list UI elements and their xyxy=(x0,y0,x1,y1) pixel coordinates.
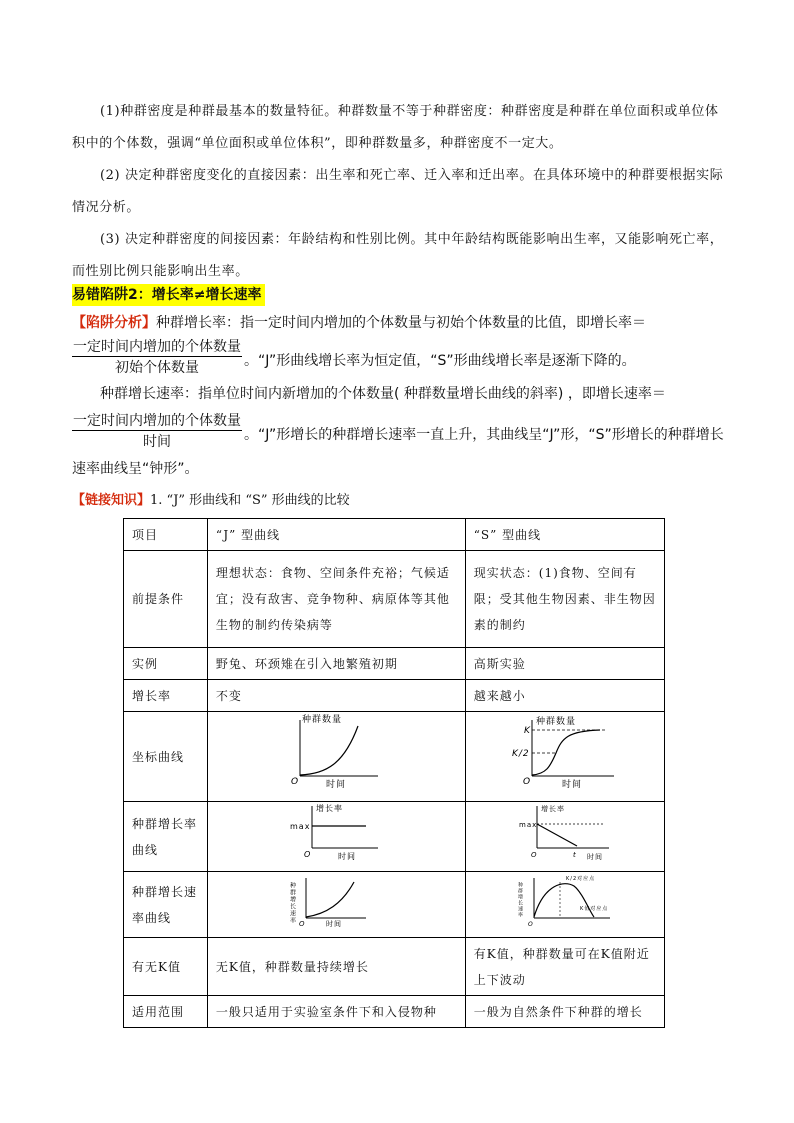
y-axis-label: 种群增长速率 xyxy=(516,882,523,918)
header-j-curve: “J” 型曲线 xyxy=(207,519,465,551)
row-j-cell xyxy=(207,712,465,802)
k-half-label: K/2 xyxy=(511,749,530,759)
decreasing-rate-line xyxy=(537,824,577,846)
row-j-cell: 理想状态：食物、空间条件充裕；气候适宜；没有敌害、竞争物种、病原体等其他生物的制约传染病等 xyxy=(207,551,465,648)
row-j-cell: 野兔、环颈雉在引入地繁殖初期 xyxy=(207,648,465,680)
analysis-text-1: 种群增长率：指一定时间内增加的个体数量与初始个体数量的比值，即增长率＝ xyxy=(156,315,646,331)
fraction-growth-rate xyxy=(72,336,242,377)
origin-label: O xyxy=(530,851,538,859)
table-row xyxy=(124,872,665,938)
analysis-tag: 【陷阱分析】 xyxy=(72,315,156,331)
analysis-text-2b: 。“J”形增长的种群增长速率一直上升，其曲线呈“J”形，“S”形增长的种群增长 xyxy=(244,427,724,443)
row-j-cell: 无K值，种群数量持续增长 xyxy=(207,938,465,996)
row-label: 前提条件 xyxy=(124,551,208,648)
y-axis-label: 种群数量 xyxy=(302,715,343,725)
table-header-row xyxy=(124,519,665,551)
s-rate-graph xyxy=(515,802,615,862)
header-s-curve: “S” 型曲线 xyxy=(465,519,664,551)
origin-label: O xyxy=(304,850,312,859)
bell-curve xyxy=(534,884,594,917)
comparison-table xyxy=(123,518,665,1028)
j-rate-graph xyxy=(286,802,386,862)
row-label: 实例 xyxy=(124,648,208,680)
row-s-cell: 有K值，种群数量可在K值附近上下波动 xyxy=(465,938,664,996)
s-curve xyxy=(532,730,600,775)
k-point-label: K值对应点 xyxy=(579,906,609,912)
fraction-growth-speed xyxy=(72,410,242,451)
table-row xyxy=(124,712,665,802)
row-j-cell: 一般只适用于实验室条件下和入侵物种 xyxy=(207,996,465,1028)
fraction-1-denominator: 初始个体数量 xyxy=(115,360,199,376)
s-speed-graph xyxy=(510,872,620,928)
link-title: 1. “J” 形曲线和 “S” 形曲线的比较 xyxy=(150,493,350,508)
analysis-text-1b: 。“J”形曲线增长率为恒定值，“S”形曲线增长率是逐渐下降的。 xyxy=(244,353,636,369)
origin-label: O xyxy=(291,777,300,787)
t-label: t xyxy=(572,851,577,859)
analysis-text-2c: 速率曲线呈“钟形”。 xyxy=(72,461,199,477)
fraction-2-numerator: 一定时间内增加的个体数量 xyxy=(72,410,242,431)
j-curve xyxy=(300,726,358,775)
origin-label: O xyxy=(299,920,306,928)
section-heading: 易错陷阱2：增长率≠增长速率 xyxy=(72,284,265,306)
table-row xyxy=(124,648,665,680)
row-s-cell: 一般为自然条件下种群的增长 xyxy=(465,996,664,1028)
fraction-2-denominator: 时间 xyxy=(143,434,171,450)
y-axis-label: 增长率 xyxy=(540,805,565,813)
row-label: 有无K值 xyxy=(124,938,208,996)
header-item: 项目 xyxy=(124,519,208,551)
row-label: 增长率 xyxy=(124,680,208,712)
origin-label: O xyxy=(522,777,531,787)
table-row xyxy=(124,551,665,648)
row-s-cell xyxy=(465,802,664,872)
table-row xyxy=(124,802,665,872)
max-label: max xyxy=(518,821,538,829)
link-line xyxy=(72,490,732,512)
row-s-cell: 越来越小 xyxy=(465,680,664,712)
k-half-point-label: K/2对应点 xyxy=(565,876,596,882)
analysis-text-2: 种群增长速率：指单位时间内新增加的个体数量( 种群数量增长曲线的斜率) ，即增长速率＝ xyxy=(100,386,666,402)
j-speed-curve xyxy=(306,882,354,917)
x-axis-label: 时间 xyxy=(586,853,603,861)
paragraph-3: (3) 决定种群密度的间接因素：年龄结构和性别比例。其中年龄结构既能影响出生率，又能影响死亡率，而性别比例只能影响出生率。 xyxy=(72,232,724,279)
row-label: 适用范围 xyxy=(124,996,208,1028)
y-axis-label: 增长率 xyxy=(316,804,344,813)
analysis-line-1 xyxy=(72,312,732,334)
row-label: 坐标曲线 xyxy=(124,712,208,802)
row-s-cell: 现实状态：(1)食物、空间有限；受其他生物因素、非生物因素的制约 xyxy=(465,551,664,648)
max-label: max xyxy=(290,822,311,831)
j-population-graph xyxy=(286,712,386,792)
table-row xyxy=(124,680,665,712)
table-row xyxy=(124,938,665,996)
x-axis-label: 时间 xyxy=(338,852,357,861)
row-j-cell xyxy=(207,802,465,872)
origin-label: O xyxy=(527,921,534,928)
row-s-cell xyxy=(465,872,664,938)
link-tag: 【链接知识】 xyxy=(72,493,151,508)
row-s-cell: 高斯实验 xyxy=(465,648,664,680)
row-label: 种群增长率曲线 xyxy=(124,802,208,872)
row-j-cell xyxy=(207,872,465,938)
k-label: K xyxy=(523,726,531,736)
x-axis-label: 时间 xyxy=(326,780,347,790)
x-axis-label: 时间 xyxy=(561,780,582,790)
fraction-1-numerator: 一定时间内增加的个体数量 xyxy=(72,336,242,357)
y-axis-label: 种群数量 xyxy=(535,717,576,727)
row-s-cell xyxy=(465,712,664,802)
row-j-cell: 不变 xyxy=(207,680,465,712)
y-axis-label: 种群增长速率 xyxy=(288,882,296,924)
s-population-graph xyxy=(510,712,620,792)
j-speed-graph xyxy=(286,872,386,928)
table-row xyxy=(124,996,665,1028)
paragraph-1: (1)种群密度是种群最基本的数量特征。种群数量不等于种群密度：种群密度是种群在单位面积或单位体积中的个体数，强调“单位面积或单位体积”，即种群数量多，种群密度不一定大。 xyxy=(72,104,719,151)
paragraph-2: (2) 决定种群密度变化的直接因素：出生率和死亡率、迁入率和迁出率。在具体环境中的种群要根据实际情况分析。 xyxy=(72,168,724,215)
row-label: 种群增长速率曲线 xyxy=(124,872,208,938)
x-axis-label: 时间 xyxy=(326,920,343,928)
